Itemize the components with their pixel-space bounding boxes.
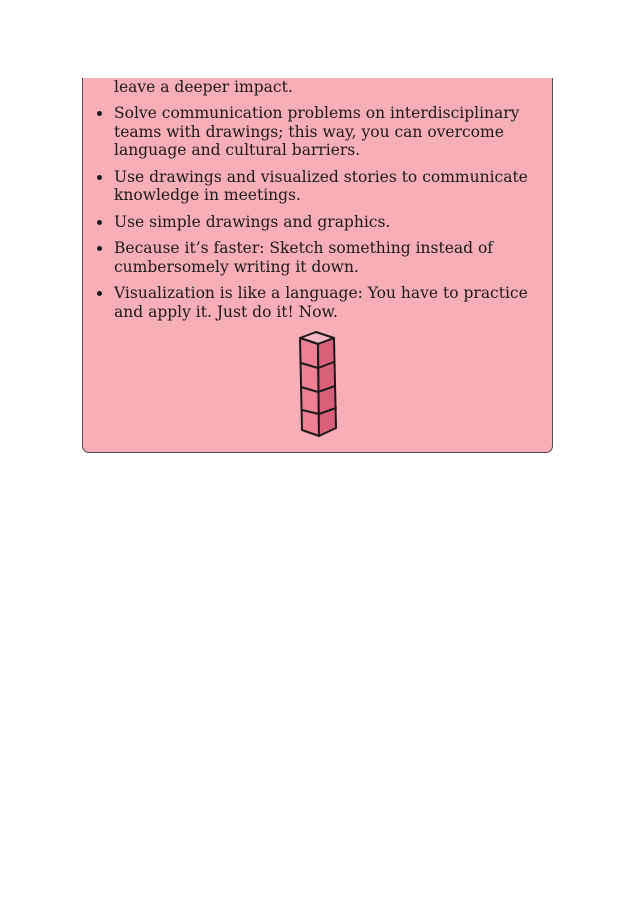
bullet-item xyxy=(114,213,534,232)
bullet-item xyxy=(114,104,534,160)
bullet-item xyxy=(114,168,534,205)
bullet-text: Solve communication problems on interdisciplinary teams with drawings; this way, you can overcome language and cultural barriers. xyxy=(114,104,520,159)
bullet-item xyxy=(114,239,534,276)
bullet-dot-icon xyxy=(97,175,102,180)
bullet-dot-icon xyxy=(97,246,102,251)
tip-box xyxy=(82,78,553,453)
bullet-dot-icon xyxy=(97,220,102,225)
bullet-text: Use simple drawings and graphics. xyxy=(114,212,391,231)
stacked-cubes-icon xyxy=(296,330,342,440)
bullet-list xyxy=(114,104,534,329)
lead-text: leave a deeper impact. xyxy=(114,78,293,96)
bullet-dot-icon xyxy=(97,111,102,116)
bullet-text: Visualization is like a language: You have to practice and apply it. Just do it! Now. xyxy=(114,284,528,321)
bullet-text: Use drawings and visualized stories to communicate knowledge in meetings. xyxy=(114,167,528,204)
bullet-text: Because it’s faster: Sketch something instead of cumbersomely writing it down. xyxy=(114,239,494,276)
bullet-item xyxy=(114,284,534,321)
bullet-dot-icon xyxy=(97,291,102,296)
